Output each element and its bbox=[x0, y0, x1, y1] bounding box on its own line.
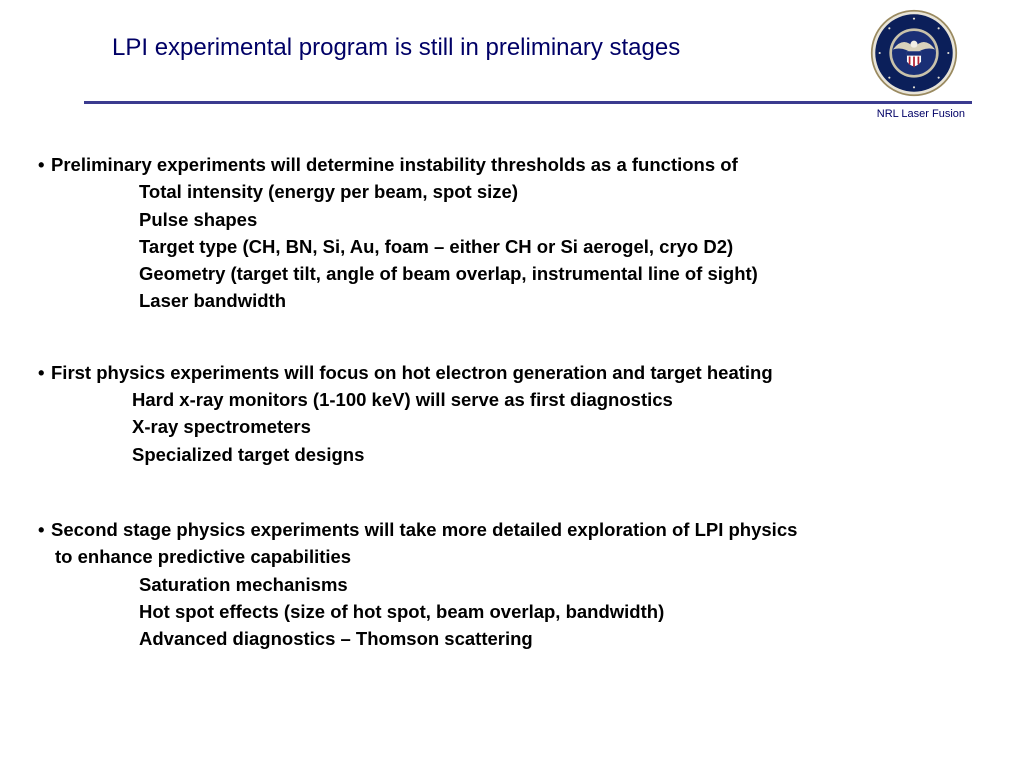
sub-item: Total intensity (energy per beam, spot size) bbox=[139, 181, 518, 203]
sub-item: Geometry (target tilt, angle of beam overlap, instrumental line of sight) bbox=[139, 263, 758, 285]
bullet-marker: • bbox=[38, 361, 45, 383]
bullet-section bbox=[38, 359, 988, 468]
sub-item: X-ray spectrometers bbox=[132, 416, 311, 438]
sub-item: Saturation mechanisms bbox=[139, 573, 348, 595]
bullet-lead bbox=[38, 516, 988, 543]
bullet-lead-text: Preliminary experiments will determine instability thresholds as a functions of bbox=[51, 154, 738, 175]
bullet-marker: • bbox=[38, 518, 45, 540]
bullet-lead-text: First physics experiments will focus on hot electron generation and target heating bbox=[51, 361, 773, 383]
title-divider bbox=[84, 101, 972, 104]
sub-item: Pulse shapes bbox=[139, 208, 258, 230]
sub-item: Laser bandwidth bbox=[139, 290, 286, 312]
bullet-lead-text: Second stage physics experiments will take more detailed exploration of LPI physics bbox=[51, 518, 798, 540]
sub-item: Target type (CH, BN, Si, Au, foam – either CH or Si aerogel, cryo D2) bbox=[139, 235, 734, 257]
bullet-section bbox=[38, 151, 988, 315]
footer-label: NRL Laser Fusion bbox=[876, 108, 965, 120]
bullet-lead-continuation: to enhance predictive capabilities bbox=[55, 546, 352, 568]
sub-item: Hot spot effects (size of hot spot, beam overlap, bandwidth) bbox=[139, 600, 665, 622]
bullet-marker: • bbox=[38, 154, 45, 175]
bullet-section bbox=[38, 516, 988, 652]
slide-title: LPI experimental program is still in preliminary stages bbox=[112, 34, 681, 61]
sub-item: Hard x-ray monitors (1-100 keV) will serve as first diagnostics bbox=[132, 389, 673, 411]
slide-body bbox=[38, 151, 988, 696]
bullet-lead bbox=[38, 151, 988, 178]
sub-item: Specialized target designs bbox=[132, 443, 365, 465]
bullet-lead bbox=[38, 359, 988, 386]
nrl-seal-logo bbox=[870, 9, 958, 97]
sub-item: Advanced diagnostics – Thomson scattering bbox=[139, 628, 533, 650]
